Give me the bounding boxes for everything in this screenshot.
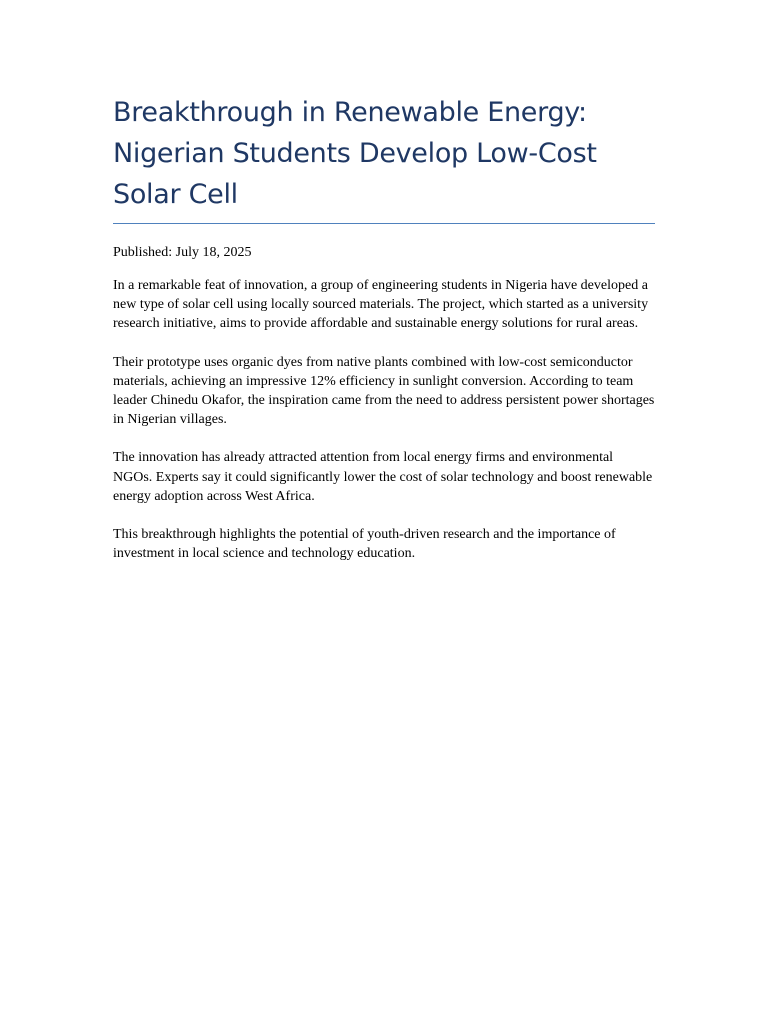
body-paragraph: This breakthrough highlights the potential of youth-driven research and the importance of investment in local science and technology education. bbox=[113, 527, 616, 562]
body-paragraph: Their prototype uses organic dyes from native plants combined with low-cost semiconductor materials, achieving an impressive 12% efficiency in sunlight conversion. According to team leader Chinedu Okafor, the inspiration came from the need to address persistent power shortages in Nigerian villages. bbox=[113, 354, 655, 428]
document-page bbox=[113, 92, 655, 563]
article-title: Breakthrough in Renewable Energy: Nigerian Students Develop Low-Cost Solar Cell bbox=[113, 97, 597, 210]
published-date: Published: July 18, 2025 bbox=[113, 245, 252, 260]
body-paragraph: The innovation has already attracted attention from local energy firms and environmental NGOs. Experts say it could significantly lower the cost of solar technology and boost renewable energy adoption across West Africa. bbox=[113, 450, 653, 504]
article-body bbox=[113, 276, 655, 563]
body-paragraph: In a remarkable feat of innovation, a group of engineering students in Nigeria have developed a new type of solar cell using locally sourced materials. The project, which started as a university research initiative, aims to provide affordable and sustainable energy solutions for rural areas. bbox=[113, 278, 649, 332]
title-divider bbox=[113, 223, 655, 224]
